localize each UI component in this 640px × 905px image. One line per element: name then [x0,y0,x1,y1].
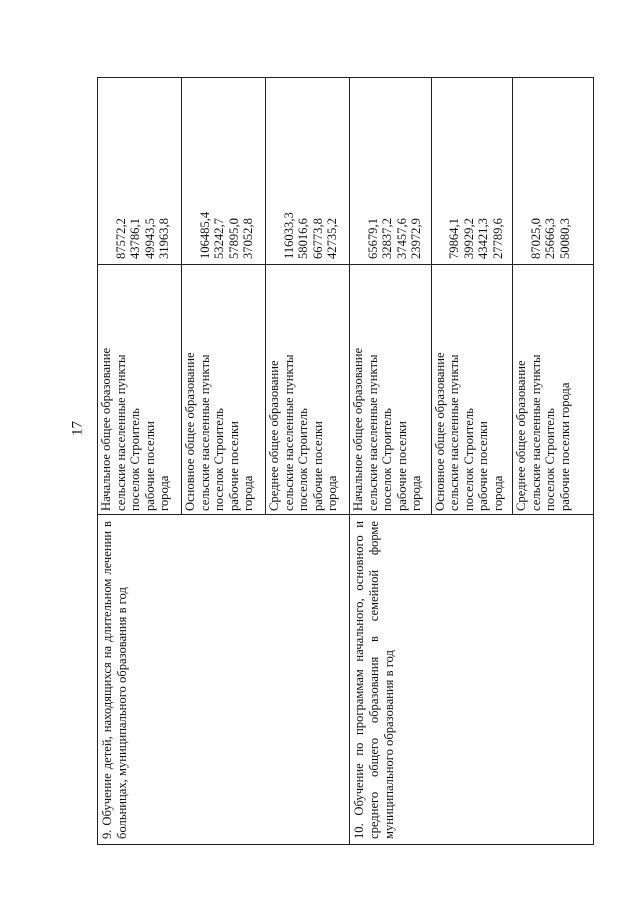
cost-value: 32837,2 [380,218,394,259]
cost-value: 50080,3 [557,218,572,259]
education-level-list [99,267,172,511]
cost-value: 87572,2 [113,218,128,259]
cost-value: 53242,7 [212,218,226,259]
settlement-type: поселок Строитель [296,408,310,511]
settlement-type: рабочие поселки [226,421,241,511]
settlement-type: поселок Строитель [543,408,558,511]
indicator-text: 9. Обучение детей, находящихся на длительном лечении в больницах, муниципального образования в год [100,521,129,839]
cost-values [529,218,573,259]
settlement-type: поселок Строитель [128,408,142,511]
education-level-title: Начальное общее образование [351,347,365,511]
education-level-title: Среднее общее образование [514,360,529,511]
group-divider [265,77,266,265]
cost-value: 43786,1 [128,218,142,259]
column-divider [97,264,594,265]
settlement-type: сельские населенные пункты [281,354,296,511]
education-level-list [351,267,424,511]
settlement-type: сельские населенные пункты [528,354,543,511]
cost-value: 106485,4 [197,211,212,259]
data-table-rotated [97,77,594,845]
cost-value: 66773,8 [310,218,325,259]
education-level-title: Основное общее образование [432,352,447,511]
cost-value: 25666,3 [543,218,558,259]
page-number: 17 [69,421,86,436]
settlement-type: сельские населенные пункты [197,354,212,511]
cost-value: 65679,1 [365,218,380,259]
cost-value: 31963,8 [157,218,171,259]
education-level-title: Начальное общее образование [99,347,113,511]
settlement-type: рабочие поселки города [557,382,572,511]
settlement-type: сельские населенные пункты [447,354,462,511]
group-divider [431,265,432,515]
settlement-type: поселок Строитель [212,408,226,511]
education-level-title: Среднее общее образование [267,360,281,511]
settlement-type: рабочие поселки [142,421,157,511]
cost-value: 27789,6 [490,218,505,259]
education-level-list [514,267,572,511]
education-level-list [183,267,256,511]
column-divider [97,514,594,515]
group-divider [512,77,513,265]
cost-value: 87025,0 [528,218,543,259]
settlement-type: поселок Строитель [461,408,476,511]
cost-values [282,212,340,259]
cost-value: 58016,6 [296,218,310,259]
cost-values [114,218,172,259]
settlement-type: города [241,475,255,511]
cost-value: 57895,0 [226,218,241,259]
settlement-type: поселок Строитель [380,408,394,511]
cost-value: 79864,1 [447,218,462,259]
cost-values [447,218,505,259]
settlement-type: города [490,475,505,511]
cost-value: 37052,8 [241,218,255,259]
group-divider [181,77,182,265]
education-level-title: Основное общее образование [183,352,197,511]
education-level-list [267,267,340,511]
group-divider [265,265,266,515]
settlement-type: сельские населенные пункты [113,354,128,511]
cost-values [366,218,424,259]
settlement-type: города [157,475,171,511]
settlement-type: рабочие поселки [310,421,325,511]
data-table [97,77,594,845]
cost-value: 39929,2 [461,218,476,259]
cost-values [198,212,256,259]
cost-value: 23972,9 [409,218,423,259]
settlement-type: города [325,475,339,511]
settlement-type: города [409,475,423,511]
settlement-type: сельские населенные пункты [365,354,380,511]
cost-value: 116033,3 [281,212,296,259]
education-level-list [433,267,506,511]
settlement-type: рабочие поселки [476,421,491,511]
cost-value: 37457,6 [394,218,409,259]
row-divider [349,77,350,845]
cost-value: 43421,3 [476,218,491,259]
group-divider [512,265,513,515]
group-divider [181,265,182,515]
cost-value: 49943,5 [142,218,157,259]
group-divider [431,77,432,265]
settlement-type: рабочие поселки [394,421,409,511]
cost-value: 42735,2 [325,218,339,259]
indicator-text: 10. Обучение по программам начального, основного и среднего общего образования в семейной форме муниципального образования в год [352,521,396,839]
